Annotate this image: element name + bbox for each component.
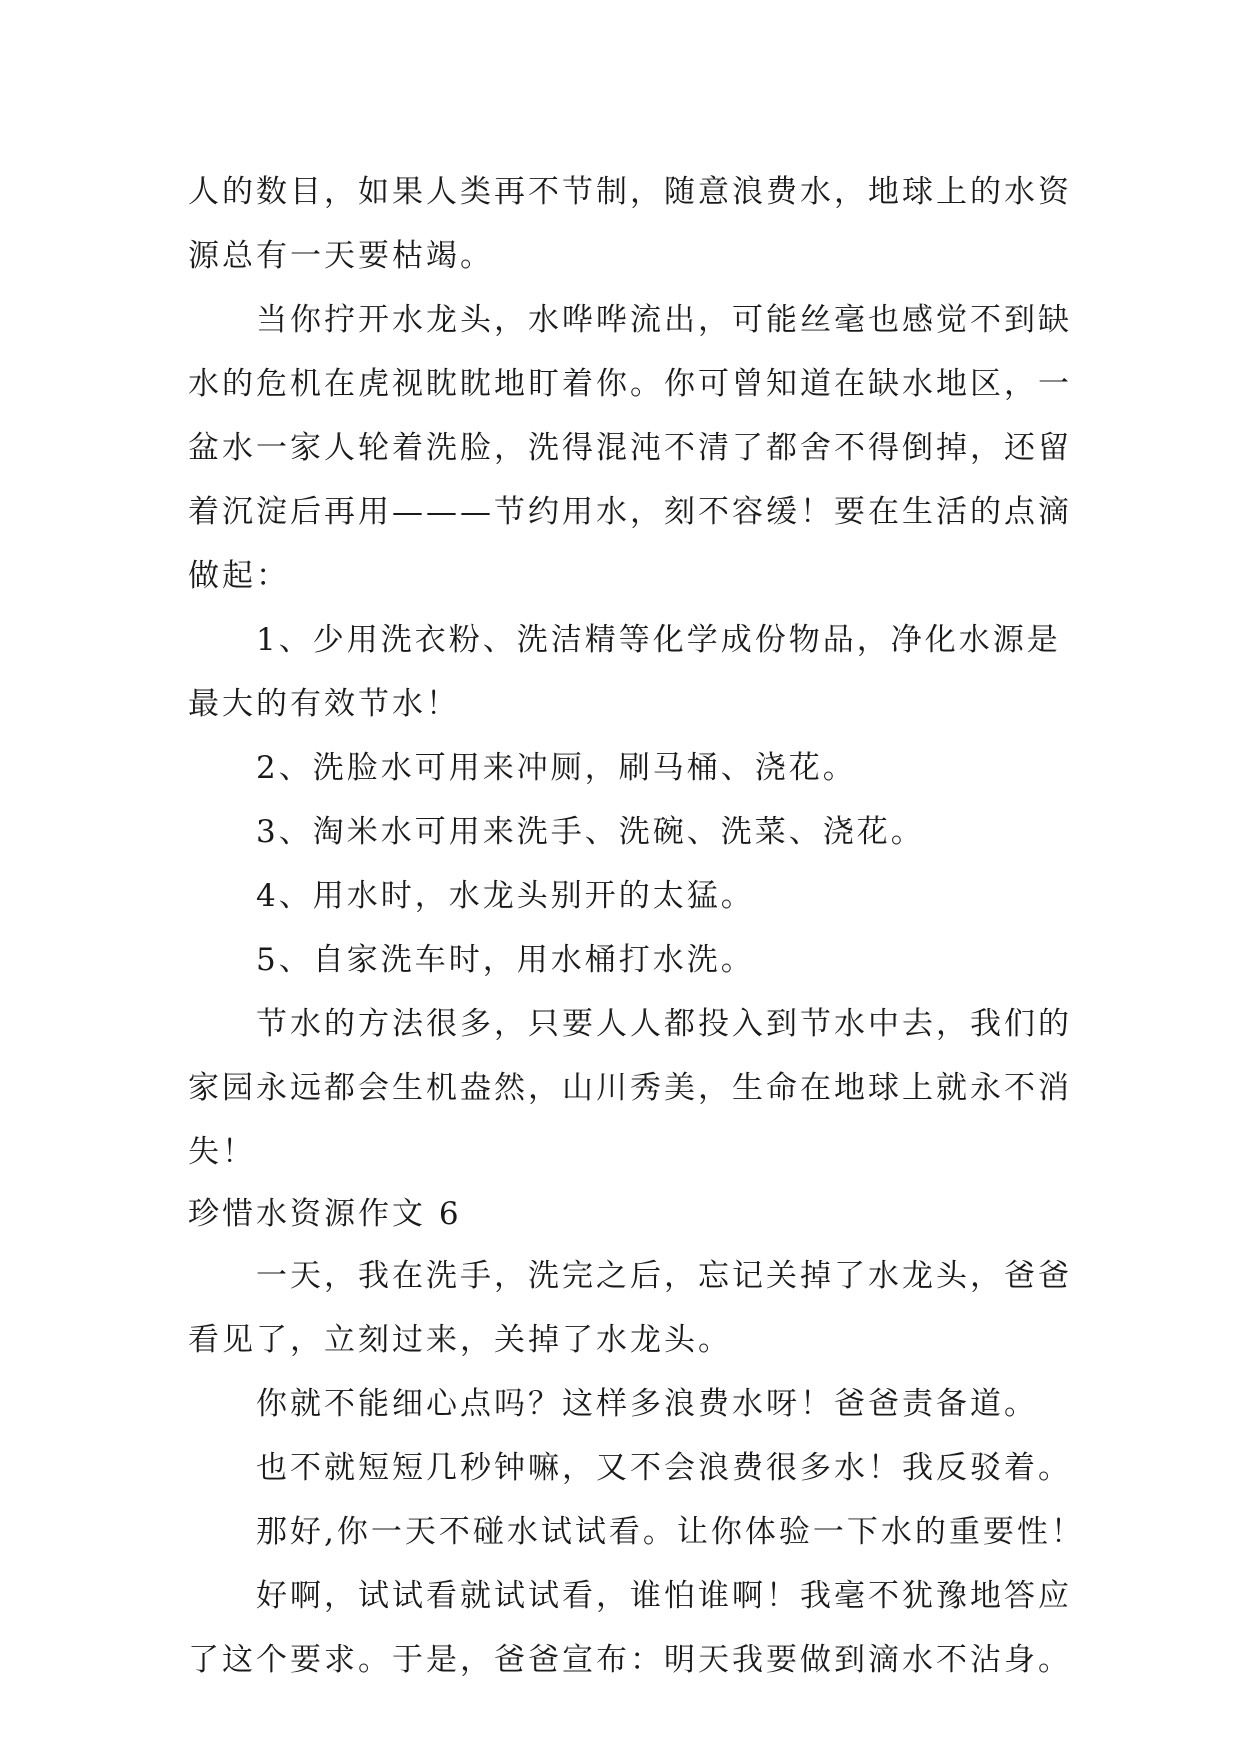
paragraph-6: 也不就短短几秒钟嘛，又不会浪费很多水！我反驳着。 [256,1450,1072,1486]
paragraph-7: 那好,你一天不碰水试试看。让你体验一下水的重要性！ [256,1514,1085,1550]
text-line: 当你拧开水龙头，水哗哗流出，可能丝毫也感觉不到缺 [256,302,1072,338]
text-line: 水的危机在虎视眈眈地盯着你。你可曾知道在缺水地区，一 [188,366,1072,402]
section-title: 珍惜水资源作文 6 [188,1196,462,1232]
paragraph-1 [188,160,1072,288]
text-line: 失！ [188,1134,256,1170]
tip-4: 4、用水时，水龙头别开的太猛。 [256,878,755,914]
text-line: 做起： [188,558,290,594]
paragraph-4 [188,1244,1072,1372]
paragraph-8 [188,1564,1072,1692]
text-line: 最大的有效节水！ [188,686,460,722]
tip-2: 2、洗脸水可用来冲厕，刷马桶、浇花。 [256,750,857,786]
text-line: 盆水一家人轮着洗脸，洗得混沌不清了都舍不得倒掉，还留 [188,430,1072,466]
tip-1 [188,608,1061,736]
text-line: 看见了，立刻过来，关掉了水龙头。 [188,1322,732,1358]
text-line: 人的数目，如果人类再不节制，随意浪费水，地球上的水资 [188,174,1072,210]
tip-3: 3、淘米水可用来洗手、洗碗、洗菜、浇花。 [256,814,925,850]
tip-5: 5、自家洗车时，用水桶打水洗。 [256,942,755,978]
text-line: 一天，我在洗手，洗完之后，忘记关掉了水龙头，爸爸 [256,1258,1072,1294]
text-line: 好啊，试试看就试试看，谁怕谁啊！我毫不犹豫地答应 [256,1578,1072,1614]
paragraph-5: 你就不能细心点吗？这样多浪费水呀！爸爸责备道。 [256,1386,1038,1422]
text-line: 1、少用洗衣粉、洗洁精等化学成份物品，净化水源是 [256,622,1061,658]
text-line: 着沉淀后再用———节约用水，刻不容缓！要在生活的点滴 [188,494,1072,530]
text-line: 家园永远都会生机盎然，山川秀美，生命在地球上就永不消 [188,1070,1072,1106]
paragraph-2 [188,288,1072,608]
document-page [188,160,1085,1692]
text-line: 节水的方法很多，只要人人都投入到节水中去，我们的 [256,1006,1072,1042]
text-line: 了这个要求。于是，爸爸宣布：明天我要做到滴水不沾身。 [188,1642,1072,1678]
paragraph-3 [188,992,1072,1184]
text-line: 源总有一天要枯竭。 [188,238,494,274]
